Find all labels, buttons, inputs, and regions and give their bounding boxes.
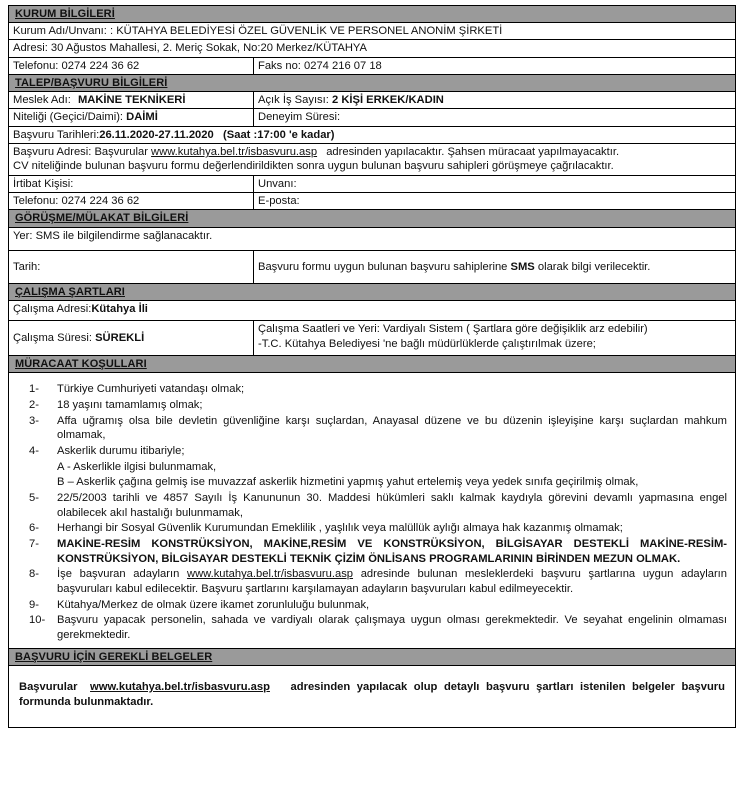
meslek-label: Meslek Adı: [13,94,71,107]
basvuru-tarih-value: 26.11.2020-27.11.2020 (Saat :17:00 'e kadar) [99,128,335,141]
gorusme-bilgi-sms: SMS [510,260,535,273]
gorusme-bilgi-suffix: olarak bilgi verilecektir. [537,260,651,273]
calisma-saat-cell [254,321,735,355]
section-title: TALEP/BAŞVURU BİLGİLERİ [9,75,735,91]
meslek-value: MAKİNE TEKNİKERİ [77,94,186,107]
list-item: 3- Affa uğramış olsa bile devletin güvenliğine karşı suçlardan, Anayasal düzene ve bu düzenin işleyişine karşı suçlardan mahkum olmamak, [29,414,727,441]
unvan-cell: Unvanı: [258,177,297,190]
gorusme-tarih: Tarih: [9,251,254,283]
gorusme-tarih-row [9,251,735,284]
list-item: 6- Herhangi bir Sosyal Güvenlik Kurumundan Emeklilik , yaşlılık veya malüllük aylığı almaya hak kazanmış olmamak; [29,522,623,535]
muracaat-list [9,373,735,648]
list-item: 10- Başvuru yapacak personelin, sahada ve vardiyalı olarak çalışmaya uygun olması gerekmektedir. Ve seyahat engelinin olmaması gerekmektedir. [29,614,727,641]
basvuru-tarih-row [9,127,735,144]
acik-is-value: 2 KİŞİ ERKEK/KADIN [331,94,444,107]
kurum-adres: Adresi: 30 Ağustos Mahallesi, 2. Meriç Sokak, No:20 Merkez/KÜTAHYA [13,42,367,55]
section-title: KURUM BİLGİLERİ [9,6,735,22]
basvuru-adres-row [9,144,735,176]
basvuru-tarih-cell [9,127,735,143]
gorusme-bilgi-prefix: Başvuru formu uygun bulunan başvuru sahiplerine [258,260,508,273]
calisma-adres-label: Çalışma Adresi: [13,302,92,315]
basvuru-link[interactable]: www.kutahya.bel.tr/isbasvuru.asp [151,146,318,159]
list-item: 4- Askerlik durumu itibariyle; [29,444,185,457]
askerlik-a: A - Askerlikle ilgisi bulunmamak, [57,460,217,473]
calisma-sure-cell [9,321,254,355]
calisma-sure-value: SÜREKLİ [95,331,145,344]
askerlik-b: B – Askerlik çağına gelmiş ise muvazzaf askerlik hizmetini yapmış yahut ertelemiş veya yedek sınıfa geçirilmiş olmak, [57,476,639,489]
calisma-sure-row [9,321,735,356]
talep-iletisim-row [9,193,735,210]
calisma-saat-line1: Çalışma Saatleri ve Yeri: Vardiyalı Sistem ( Şartlara göre değişiklik arz edebilir) [258,323,648,336]
list-item: 2- 18 yaşını tamamlamış olmak; [29,398,203,411]
kurum-unvan-row [9,23,735,40]
basvuru-adres-cell [9,144,735,175]
talep-telefon: Telefonu: 0274 224 36 62 [9,193,254,209]
list-item: 5- 22/5/2003 tarihli ve 4857 Sayılı İş Kanununun 30. Maddesi hükümleri saklı kalmak kaydıyla görevini devamlı yapmasına engel olabilecek akıl hastalığı bulunmamak, [29,492,727,519]
kurum-adres-row [9,40,735,57]
irtibat-row [9,176,735,193]
section-header-muracaat [9,356,735,373]
gorusme-yer-row [9,228,735,251]
section-header-talep [9,75,735,92]
belgeler-prefix: Başvurular [19,680,78,693]
basvuru-tarih-label: Başvuru Tarihleri: [13,128,100,141]
nitelik-row [9,109,735,126]
basvuru-adres-suffix: adresinden yapılacaktır. Şahsen müracaat yapılmayacaktır. [326,146,620,159]
list-item: 7- MAKİNE-RESİM KONSTRÜKSİYON, MAKİNE,RESİM VE KONSTRÜKSİYON, BİLGİSAYAR DESTEKLİ MAKİNE-RESİM-KONSTRÜKSİYON, BİLGİSAYAR DESTEKLİ TEKNİK ÇİZİM ÖNLİSANS PROGRAMLARININ BİRİNDEN MEZUN OLMAK. [29,538,727,565]
nitelik-cell [9,109,254,125]
section-header-kurum [9,6,735,23]
deneyim-cell: Deneyim Süresi: [258,111,341,124]
belgeler-suffix: adresinden yapılacak olup detaylı başvuru şartları istenilen belgeler başvuru formunda bulunmaktadır. [19,680,725,709]
belgeler-text [9,666,735,727]
section-title: ÇALIŞMA ŞARTLARI [9,284,735,300]
gorusme-bilgi [254,251,735,283]
section-title: GÖRÜŞME/MÜLAKAT BİLGİLERİ [9,210,735,226]
basvuru-adres-prefix: Başvuru Adresi: Başvurular [13,146,148,159]
calisma-adres-value: Kütahya İli [91,302,148,315]
list-item: 8- İşe başvuran adayların www.kutahya.bel.tr/isbasvuru.asp adresinde bulunan mesleklerdeki başvuru şartlarına uygun adayların başvuruları kabul edilecektir. Başvuru şartlarını karşılamayan adayların başvuruları kabul edilmeyecektir. [29,568,727,595]
list-item: 9- Kütahya/Merkez de olmak üzere ikamet zorunluluğu bulunmak, [29,598,370,611]
meslek-cell [9,92,254,108]
acik-is-cell [254,92,735,108]
kurum-unvan: Kurum Adı/Unvanı: : KÜTAHYA BELEDİYESİ ÖZEL GÜVENLİK VE PERSONEL ANONİM ŞİRKETİ [13,25,503,38]
list-item: 1- Türkiye Cumhuriyeti vatandaşı olmak; [29,382,245,395]
irtibat-cell: İrtibat Kişisi: [9,176,254,192]
section-header-gorusme [9,210,735,227]
muracaat-link[interactable]: www.kutahya.bel.tr/isbasvuru.asp [186,568,354,581]
kurum-iletisim-row [9,58,735,75]
section-title: BAŞVURU İÇİN GEREKLİ BELGELER [9,649,735,665]
section-title: MÜRACAAT KOŞULLARI [9,356,735,372]
belgeler-row [9,666,735,727]
nitelik-value: DAİMİ [126,111,158,124]
cv-note: CV niteliğinde bulunan başvuru formu değerlendirildikten sonra uygun bulunan başvuru sahipleri görüşmeye çağrılacaktır. [13,160,614,173]
calisma-adres-row [9,301,735,321]
kurum-telefon: Telefonu: 0274 224 36 62 [9,58,254,74]
gorusme-yer: Yer: SMS ile bilgilendirme sağlanacaktır. [13,229,213,242]
talep-eposta: E-posta: [258,195,300,208]
meslek-row [9,92,735,109]
calisma-sure-label: Çalışma Süresi: [13,331,92,344]
belgeler-link[interactable]: www.kutahya.bel.tr/isbasvuru.asp [90,680,270,693]
kurum-faks: Faks no: 0274 216 07 18 [258,59,382,72]
calisma-adres-cell [9,301,735,320]
calisma-saat-line2: -T.C. Kütahya Belediyesi 'ne bağlı müdürlüklerde çalıştırılmak üzere; [258,337,596,350]
muracaat-list-row [9,373,735,649]
nitelik-label: Niteliği (Geçici/Daimi): [13,111,124,124]
section-header-belgeler [9,649,735,666]
section-header-calisma [9,284,735,301]
acik-is-label: Açık İş Sayısı: [258,94,329,107]
job-posting-document [8,5,736,728]
